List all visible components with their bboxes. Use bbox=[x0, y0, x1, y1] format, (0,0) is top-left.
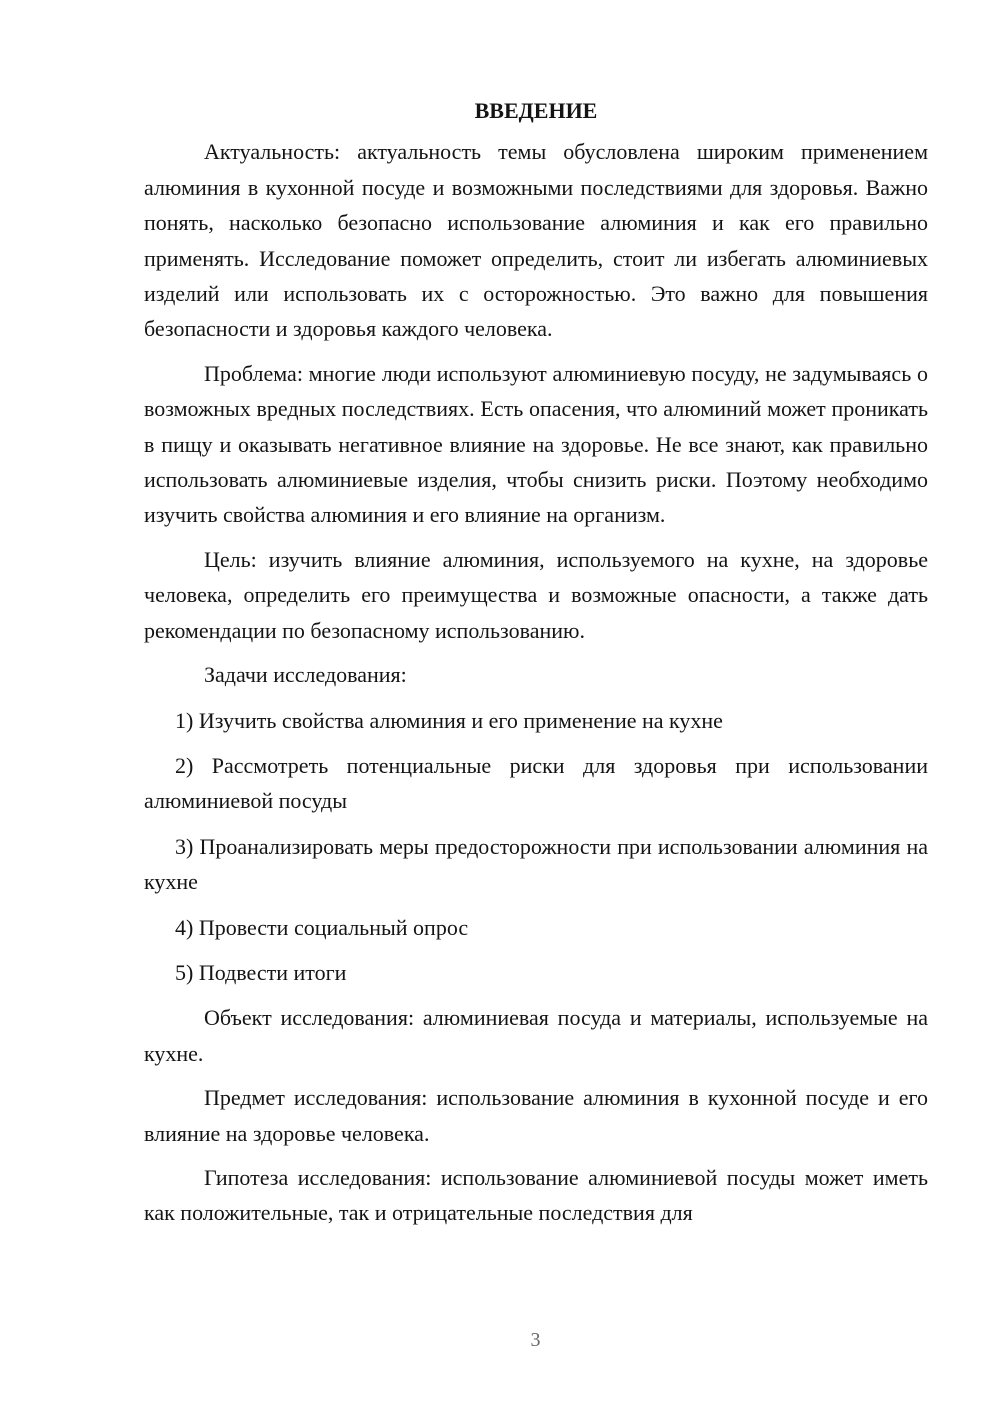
task-item-2: 2) Рассмотреть потенциальные риски для здоровья при использовании алюминиевой посуды bbox=[144, 752, 928, 814]
paragraph-relevance: Актуальность: актуальность темы обусловлена широким применением алюминия в кухонной посуде и возможными последствиями для здоровья. Важно понять, насколько безопасно использование алюминия и как его правильно применять. Исследование поможет определить, стоит ли избегать алюминиевых изделий или использовать их с осторожностью. Это важно для повышения безопасности и здоровья каждого человека. bbox=[144, 139, 928, 342]
paragraph-hypothesis: Гипотеза исследования: использование алюминиевой посуды может иметь как положительные, так и отрицательные последствия для bbox=[144, 1164, 928, 1226]
paragraph-problem: Проблема: многие люди используют алюминиевую посуду, не задумываясь о возможных вредных последствиях. Есть опасения, что алюминий может проникать в пищу и оказывать негативное влияние на здоровье. Не все знают, как правильно использовать алюминиевые изделия, чтобы снизить риски. Поэтому необходимо изучить свойства алюминия и его влияние на организм. bbox=[144, 360, 928, 528]
task-item-5: 5) Подвести итоги bbox=[175, 959, 347, 985]
tasks-title: Задачи исследования: bbox=[204, 662, 407, 688]
page-number: 3 bbox=[530, 1329, 541, 1351]
paragraph-subject: Предмет исследования: использование алюминия в кухонной посуде и его влияние на здоровье человека. bbox=[144, 1085, 928, 1146]
page-body bbox=[144, 93, 928, 1240]
paragraph-goal: Цель: изучить влияние алюминия, используемого на кухне, на здоровье человека, определить его преимущества и возможные опасности, а также дать рекомендации по безопасному использованию. bbox=[144, 546, 928, 643]
task-item-3: 3) Проанализировать меры предосторожности при использовании алюминия на кухне bbox=[144, 833, 928, 895]
task-item-1: 1) Изучить свойства алюминия и его применение на кухне bbox=[175, 707, 723, 733]
section-heading: ВВЕДЕНИЕ bbox=[474, 98, 598, 123]
paragraph-object: Объект исследования: алюминиевая посуда и материалы, используемые на кухне. bbox=[144, 1005, 928, 1066]
task-item-4: 4) Провести социальный опрос bbox=[175, 914, 469, 940]
